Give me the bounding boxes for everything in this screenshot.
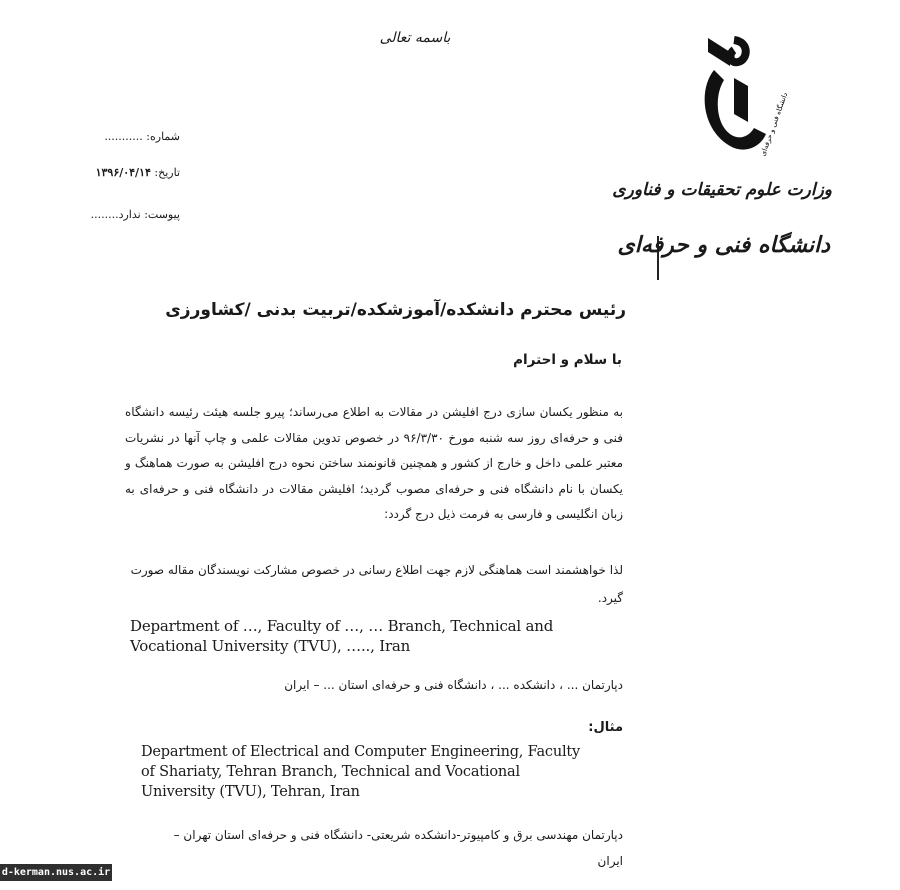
- site-watermark: d-kerman.nus.ac.ir: [0, 864, 112, 881]
- number-value: ...........: [104, 130, 143, 143]
- logo-caption: دانشگاه فنی و حرفه‌ای: [758, 91, 790, 158]
- date-label: تاریخ:: [154, 166, 180, 179]
- example-label: مثال:: [588, 720, 623, 735]
- university-logo: [690, 30, 790, 165]
- greeting: با سلام و احترام: [513, 352, 622, 368]
- affiliation-format-persian: دپارتمان ... ، دانشکده ... ، دانشگاه فنی و حرفه‌ای استان ... – ایران: [284, 678, 623, 692]
- letter-request: لذا خواهشمند است هماهنگی لازم جهت اطلاع رسانی در خصوص مشارکت نویسندگان مقاله صورت گیرد.: [130, 563, 623, 605]
- letter-attachment: [70, 208, 180, 221]
- letter-date: [70, 166, 180, 179]
- university-name: دانشگاه فنی و حرفه‌ای: [617, 232, 830, 258]
- number-label: شماره:: [146, 130, 180, 143]
- example-persian: دپارتمان مهندسی برق و کامپیوتر-دانشکده شریعتی- دانشگاه فنی و حرفه‌ای استان تهران – ایران: [173, 828, 623, 868]
- affiliation-format-english: Department of …, Faculty of …, … Branch, Technical and Vocational University (TVU), ….., Iran: [130, 617, 554, 655]
- invocation: باسمه تعالی: [379, 30, 451, 46]
- letter-body: به منظور یکسان سازی درج افلیشن در مقالات به اطلاع می‌رساند؛ پیرو جلسه هیئت رئیسه دانشگاه فنی و حرفه‌ای روز سه شنبه مورخ ۹۶/۳/۳۰ در خصوص تدوین مقالات علمی و چاپ آنها در نشریات معتبر علمی داخل و خارج از کشور و همچنین قانونمند ساختن نحوه درج افلیشن به صورت هماهنگ و یکسان با نام دانشگاه فنی و حرفه‌ای مصوب گردید؛ افلیشن مقالات در دانشگاه فنی و حرفه‌ای به زبان انگلیسی و فارسی به فرمت ذیل درج گردد:: [125, 405, 624, 521]
- ministry-name: وزارت علوم تحقیقات و فناوری: [612, 180, 832, 200]
- addressee: رئیس محترم دانشکده/آموزشکده/تربیت بدنی /کشاورزی: [165, 300, 626, 320]
- example-english: Department of Electrical and Computer Engineering, Faculty of Shariaty, Tehran Branch, Technical and Vocational University (TVU), Tehran, Iran: [141, 744, 581, 800]
- attachment-label: پیوست:: [144, 208, 180, 221]
- date-value: ۱۳۹۶/۰۴/۱۴: [95, 166, 151, 179]
- letter-number: [70, 130, 180, 143]
- attachment-value: ندارد........: [90, 208, 141, 221]
- tvu-logo-icon: [690, 30, 790, 165]
